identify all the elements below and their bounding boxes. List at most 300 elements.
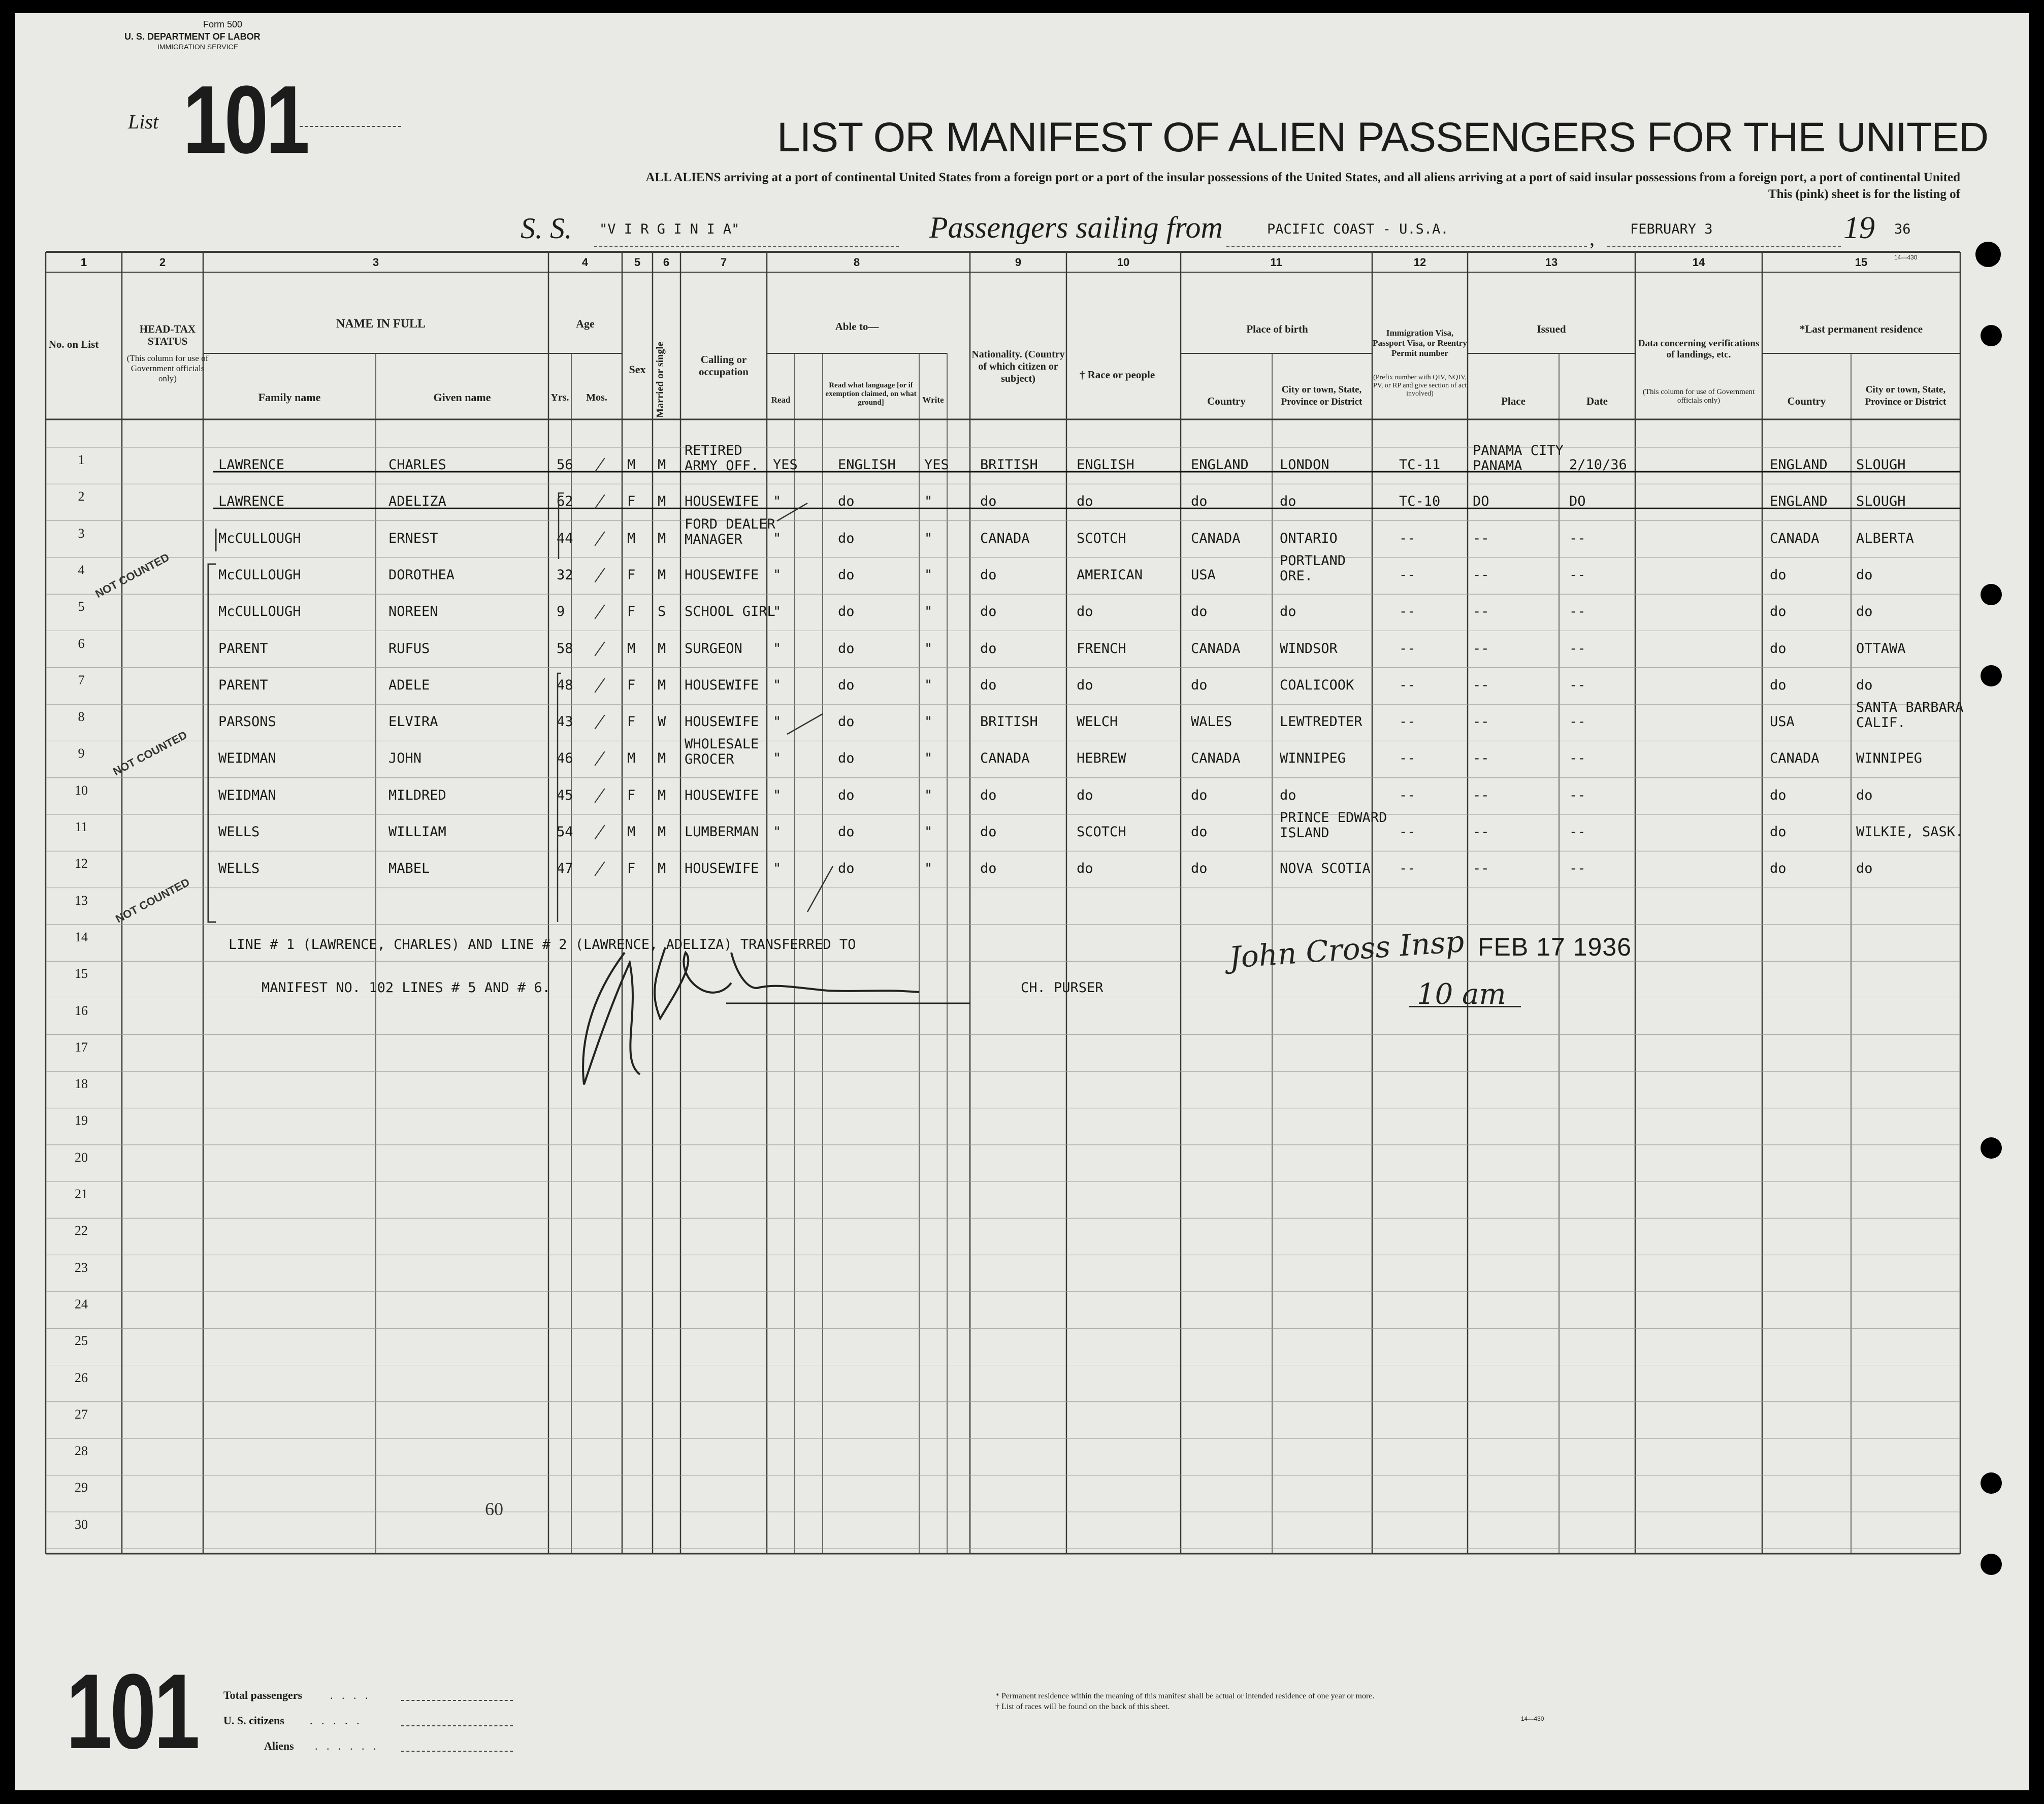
given-name-cell: DOROTHEA <box>388 567 455 583</box>
race-cell: do <box>1077 494 1093 510</box>
residence-city-cell: WILKIE, SASK. <box>1856 824 1964 840</box>
can-write-cell: YES <box>924 457 949 473</box>
birth-city-cell: PORTLAND ORE. <box>1280 552 1346 584</box>
issued-place-cell: -- <box>1473 861 1489 877</box>
can-write-cell: " <box>924 677 933 693</box>
row-number: 9 <box>78 746 85 761</box>
header-data-note: (This column for use of Government officials only) <box>1642 388 1755 405</box>
can-read-cell: " <box>773 824 782 840</box>
sex-cell: F <box>627 494 636 510</box>
can-read-cell: " <box>773 640 782 657</box>
can-read-cell: " <box>773 714 782 730</box>
row-number: 7 <box>78 672 85 687</box>
family-name-cell: WELLS <box>218 861 260 877</box>
sex-cell: M <box>627 750 636 767</box>
issued-place-cell: -- <box>1473 530 1489 546</box>
can-read-cell: " <box>773 750 782 767</box>
family-name-cell: PARENT <box>218 677 268 693</box>
visa-number-cell: -- <box>1399 824 1416 840</box>
can-write-cell: " <box>924 861 933 877</box>
row-number: 4 <box>78 562 85 577</box>
issued-date-cell: -- <box>1569 567 1586 583</box>
birth-city-cell: do <box>1280 604 1296 620</box>
header-write: Write <box>922 395 944 405</box>
column-number: 8 <box>853 256 860 269</box>
footer-us-citizens: U. S. citizens <box>223 1714 284 1727</box>
residence-country-cell: CANADA <box>1770 750 1820 767</box>
visa-number-cell: -- <box>1399 861 1416 877</box>
punch-hole <box>1981 584 2002 605</box>
sex-cell: F <box>627 604 636 620</box>
birth-country-cell: CANADA <box>1191 750 1241 767</box>
can-write-cell: " <box>924 494 933 510</box>
residence-city-cell: do <box>1856 677 1873 693</box>
row-number: 17 <box>75 1039 88 1055</box>
occupation-cell: SCHOOL GIRL <box>685 604 775 620</box>
read-language-cell: do <box>838 714 855 730</box>
department-name: U. S. DEPARTMENT OF LABOR <box>124 31 261 42</box>
can-read-cell: " <box>773 604 782 620</box>
race-cell: FRENCH <box>1077 640 1126 657</box>
sex-cell: F <box>627 677 636 693</box>
given-name-cell: MABEL <box>388 861 430 877</box>
can-read-cell: " <box>773 677 782 693</box>
header-head-tax: HEAD-TAX STATUS <box>139 323 196 347</box>
issued-date-cell: -- <box>1569 640 1586 657</box>
row-number: 28 <box>75 1444 88 1459</box>
race-cell: do <box>1077 787 1093 803</box>
occupation-cell: LUMBERMAN <box>685 824 759 840</box>
residence-country-cell: do <box>1770 861 1787 877</box>
header-visa: Immigration Visa, Passport Visa, or Reentry Permit number <box>1373 328 1467 358</box>
header-married: Married or single <box>655 342 666 418</box>
print-code: 14—430 <box>1894 254 1918 261</box>
column-number: 14 <box>1692 256 1705 269</box>
footer-aliens: Aliens <box>264 1740 294 1752</box>
occupation-cell: HOUSEWIFE <box>685 787 759 803</box>
read-language-cell: ENGLISH <box>838 457 896 473</box>
issued-date-cell: -- <box>1569 824 1586 840</box>
given-name-cell: CHARLES <box>388 457 446 473</box>
sex-cell: F <box>627 567 636 583</box>
birth-country-cell: CANADA <box>1191 530 1241 546</box>
header-place-of-birth: Place of birth <box>1246 323 1308 335</box>
race-cell: do <box>1077 861 1093 877</box>
sex-cell: F <box>627 861 636 877</box>
nationality-cell: do <box>980 677 997 693</box>
occupation-cell: SURGEON <box>685 640 742 657</box>
can-write-cell: " <box>924 530 933 546</box>
age-years-cell: 45 <box>557 787 573 803</box>
transfer-note-line2: MANIFEST NO. 102 LINES # 5 AND # 6. <box>262 980 550 996</box>
header-res-country: Country <box>1787 395 1826 407</box>
family-name-cell: WELLS <box>218 824 260 840</box>
occupation-cell: FORD DEALER MANAGER <box>685 516 775 547</box>
row-number: 21 <box>75 1187 88 1201</box>
family-name-cell: McCULLOUGH <box>218 604 301 620</box>
visa-number-cell: -- <box>1399 604 1416 620</box>
residence-country-cell: do <box>1770 604 1787 620</box>
race-cell: WELCH <box>1077 714 1118 730</box>
header-able-to: Able to— <box>835 320 879 333</box>
occupation-cell: WHOLESALE GROCER <box>685 736 759 768</box>
time-note: 10 am <box>1417 978 1506 1011</box>
time-underline <box>1409 1006 1521 1007</box>
footer-code: 14—430 <box>1521 1715 1544 1722</box>
sex-cell: M <box>627 457 636 473</box>
residence-country-cell: do <box>1770 640 1787 657</box>
year-prefix: 19 <box>1843 211 1875 245</box>
birth-city-cell: PRINCE EDWARD ISLAND <box>1280 810 1387 841</box>
marital-status-cell: M <box>658 824 666 840</box>
given-name-cell: ADELE <box>388 677 430 693</box>
race-cell: AMERICAN <box>1077 567 1143 583</box>
header-family-name: Family name <box>258 391 321 404</box>
residence-country-cell: do <box>1770 824 1787 840</box>
read-language-cell: do <box>838 494 855 510</box>
race-cell: ENGLISH <box>1077 457 1134 473</box>
read-language-cell: do <box>838 677 855 693</box>
family-name-cell: WEIDMAN <box>218 787 276 803</box>
column-number: 7 <box>720 256 727 269</box>
manifest-subtitle-2: This (pink) sheet is for the listing of <box>1768 187 1960 201</box>
birth-city-cell: WINNIPEG <box>1280 750 1346 767</box>
can-read-cell: " <box>773 530 782 546</box>
manifest-title: LIST OR MANIFEST OF ALIEN PASSENGERS FOR THE UNITED <box>777 114 1989 160</box>
nationality-cell: BRITISH <box>980 457 1038 473</box>
header-calling: Calling or occupation <box>698 353 749 378</box>
footer-note-1: * Permanent residence within the meaning of this manifest shall be actual or intended residence of one year or more. <box>995 1692 1375 1700</box>
bracket-marks <box>15 13 2029 1790</box>
row-number: 15 <box>75 966 88 981</box>
can-write-cell: " <box>924 640 933 657</box>
residence-country-cell: CANADA <box>1770 530 1820 546</box>
residence-city-cell: do <box>1856 861 1873 877</box>
residence-country-cell: do <box>1770 677 1787 693</box>
row-number: 30 <box>75 1517 88 1532</box>
header-res-city: City or town, State, Province or District <box>1865 384 1946 407</box>
column-number: 15 <box>1855 256 1868 269</box>
residence-country-cell: do <box>1770 567 1787 583</box>
given-name-cell: JOHN <box>388 750 422 767</box>
marital-status-cell: M <box>658 530 666 546</box>
nationality-cell: do <box>980 604 997 620</box>
visa-number-cell: -- <box>1399 530 1416 546</box>
row-number: 11 <box>75 819 88 834</box>
family-name-cell: McCULLOUGH <box>218 530 301 546</box>
sailing-date: FEBRUARY 3 <box>1630 221 1713 237</box>
residence-city-cell: do <box>1856 567 1873 583</box>
issued-place-cell: -- <box>1473 787 1489 803</box>
header-issued: Issued <box>1537 323 1566 335</box>
race-cell: SCOTCH <box>1077 530 1126 546</box>
given-name-cell: ELVIRA <box>388 714 438 730</box>
residence-country-cell: USA <box>1770 714 1795 730</box>
nationality-cell: CANADA <box>980 530 1030 546</box>
age-years-cell: 58 <box>557 640 573 657</box>
column-number: 11 <box>1270 256 1282 269</box>
issued-date-cell: -- <box>1569 677 1586 693</box>
birth-country-cell: CANADA <box>1191 640 1241 657</box>
sex-cell: M <box>627 824 636 840</box>
visa-number-cell: TC-10 <box>1399 494 1441 510</box>
sex-cell: F <box>627 714 636 730</box>
birth-country-cell: ENGLAND <box>1191 457 1249 473</box>
punch-hole <box>1981 325 2002 346</box>
age-years-cell: 47 <box>557 861 573 877</box>
sailing-from: PACIFIC COAST - U.S.A. <box>1267 221 1449 237</box>
form-number: Form 500 <box>203 19 243 29</box>
header-no-on-list: No. on List <box>48 338 99 350</box>
inspector-signature: John Cross Insp <box>1228 924 1466 975</box>
residence-city-cell: OTTAWA <box>1856 640 1906 657</box>
can-write-cell: " <box>924 714 933 730</box>
not-counted-stamp-2: NOT COUNTED <box>111 728 189 778</box>
header-issued-date: Date <box>1586 395 1608 407</box>
residence-city-cell: ALBERTA <box>1856 530 1914 546</box>
row-number: 22 <box>75 1223 88 1238</box>
family-name-cell: PARENT <box>218 640 268 657</box>
issued-place-cell: -- <box>1473 604 1489 620</box>
occupation-cell: HOUSEWIFE <box>685 714 759 730</box>
nationality-cell: do <box>980 640 997 657</box>
marital-status-cell: M <box>658 861 666 877</box>
birth-country-cell: USA <box>1191 567 1216 583</box>
header-mos: Mos. <box>586 392 607 403</box>
marital-status-cell: M <box>658 750 666 767</box>
birth-country-cell: do <box>1191 494 1208 510</box>
issued-date-cell: 2/10/36 <box>1569 457 1627 473</box>
family-name-cell: LAWRENCE <box>218 494 285 510</box>
header-read: Read <box>771 395 791 405</box>
birth-country-cell: do <box>1191 604 1208 620</box>
can-write-cell: " <box>924 567 933 583</box>
visa-number-cell: -- <box>1399 567 1416 583</box>
row-number: 25 <box>75 1333 88 1349</box>
column-number: 5 <box>634 256 641 269</box>
footer-total-passengers: Total passengers <box>223 1689 303 1701</box>
header-issued-place: Place <box>1501 395 1526 407</box>
manifest-subtitle-1: ALL ALIENS arriving at a port of continental United States from a foreign port or a port of the insular possessions of the United States, and all aliens arriving at a port of said insular possessions from a foreign port, a port of continental United <box>645 171 1960 184</box>
marital-status-cell: W <box>658 714 666 730</box>
column-number: 3 <box>372 256 379 269</box>
visa-number-cell: -- <box>1399 677 1416 693</box>
residence-city-cell: SANTA BARBARA CALIF. <box>1856 700 1964 731</box>
given-name-cell: ADELIZA <box>388 494 446 510</box>
marital-status-cell: M <box>658 677 666 693</box>
birth-city-cell: LEWTREDTER <box>1280 714 1362 730</box>
column-number: 10 <box>1117 256 1130 269</box>
visa-number-cell: -- <box>1399 640 1416 657</box>
row-number: 1 <box>78 452 85 467</box>
residence-country-cell: ENGLAND <box>1770 494 1828 510</box>
read-language-cell: do <box>838 787 855 803</box>
header-data-concerning: Data concerning verifications of landings, etc. <box>1638 338 1760 360</box>
read-language-cell: do <box>838 824 855 840</box>
occupation-cell: HOUSEWIFE <box>685 677 759 693</box>
family-name-cell: McCULLOUGH <box>218 567 301 583</box>
family-name-cell: WEIDMAN <box>218 750 276 767</box>
row-number: 19 <box>75 1113 88 1128</box>
issued-place-cell: -- <box>1473 677 1489 693</box>
punch-hole <box>1981 1554 2002 1575</box>
nationality-cell: do <box>980 494 997 510</box>
header-name-in-full: NAME IN FULL <box>336 317 426 331</box>
column-number: 12 <box>1413 256 1426 269</box>
race-cell: HEBREW <box>1077 750 1126 767</box>
row-number: 24 <box>75 1296 88 1311</box>
sex-cell: F <box>627 787 636 803</box>
issued-date-cell: -- <box>1569 530 1586 546</box>
visa-number-cell: -- <box>1399 750 1416 767</box>
ss-label: S. S. <box>521 212 572 245</box>
punch-hole <box>1981 1472 2002 1494</box>
row-number: 8 <box>78 709 85 725</box>
issued-date-cell: -- <box>1569 787 1586 803</box>
row-number: 20 <box>75 1150 88 1165</box>
birth-city-cell: do <box>1280 494 1296 510</box>
purser-label: CH. PURSER <box>1021 980 1104 996</box>
issued-date-cell: DO <box>1569 494 1586 510</box>
residence-city-cell: do <box>1856 604 1873 620</box>
header-given-name: Given name <box>433 391 491 404</box>
given-name-cell: ERNEST <box>388 530 438 546</box>
punch-hole <box>1975 242 2001 267</box>
residence-country-cell: ENGLAND <box>1770 457 1828 473</box>
race-cell: SCOTCH <box>1077 824 1126 840</box>
row-number: 13 <box>75 893 88 908</box>
page-number: 60 <box>485 1499 503 1519</box>
residence-city-cell: do <box>1856 787 1873 803</box>
header-read-language: Read what language [or if exemption claimed, on what ground] <box>825 381 917 407</box>
marital-status-cell: M <box>658 494 666 510</box>
not-counted-stamp-1: NOT COUNTED <box>93 550 172 601</box>
row-number: 16 <box>75 1003 88 1018</box>
age-years-cell: 54 <box>557 824 573 840</box>
manifest-sheet: Form 500 U. S. DEPARTMENT OF LABOR IMMIGRATION SERVICE List 101 LIST OR MANIFEST OF ALIEN PASSENGERS FOR THE UNITED ALL ALIENS arriving at a port of continental United States from a foreign port or a port of the insular possessions of the United States, and all aliens arriving at a port of said insular possessions from a foreign port, a port of continental United This (pink) sheet is for the listing of S. S. "V I R G I N I A" Passengers sailing from PACIFIC COAST - U.S.A. , FEBRUARY 3 19 36 14—430 1 2 3 4 5 6 7 8 9 10 11 12 13 14 15 No. on List HEAD-TAX STATUS (This column for use of Government officials only) NAME IN FULL Family name Given name Age Yrs. Mos. Sex Married or single Calling or occupation Able to— Read Read what language [or if exemption claimed, on what ground] Write Nationality. (Country of which citizen or subject) † Race or people Place of birth Country City or town, State, Province or District Immigration Visa, Passport Visa, or Reentry Permit number (Prefix number with QIV, NQIV, PV, or RP and give section of act involved) Issued Place Date Data concerning verifications of landings, etc. (This column for use of Government officials only) *Last permanent residence Country City or town, State, Province or District 1 2 3 4 5 6 7 8 9 10 11 12 13 14 15 16 17 18 19 20 21 22 23 24 25 26 27 28 29 30 LAWRENCE CHARLES 56 M M RETIRED ARMY OFF. YES ENGLISH YES BRITISH ENGLISH ENGLAND LONDON TC-11 PANAMA CITY PANAMA 2/10/36 ENGLAND SLOUGH LAWRENCE ADELIZA 62 F M HOUSEWIFE " do " do do do do TC-10 DO DO ENGLAND SLOUGH McCULLOUGH ERNEST 44 M M FORD DEALER MANAGER " do " CANADA SCOTCH CANADA ONTARIO -- -- -- CANADA ALBERTA McCULLOUGH DOROTHEA 32 F M HOUSEWIFE " do " do AMERICAN USA PORTLAND ORE. -- -- -- do do McCULLOUGH NOREEN 9 F S SCHOOL GIRL " do " do do do do -- -- -- do do PARENT RUFUS 58 M M SURGEON " do " do FRENCH CANADA WINDSOR -- -- -- do OTTAWA PARENT ADELE 48 F M HOUSEWIFE " do " do do do COALICOOK -- -- -- do do PARSONS ELVIRA 43 F W HOUSEWIFE " do " BRITISH WELCH WALES LEWTREDTER -- -- -- USA SANTA BARBARA CALIF. WEIDMAN JOHN 46 M M WHOLESALE GROCER " do " CANADA HEBREW CANADA WINNIPEG -- -- -- CANADA WINNIPEG WEIDMAN MILDRED 45 F M HOUSEWIFE " do " do do do do -- -- -- do do WELLS WILLIAM 54 M M LUMBERMAN " do " do SCOTCH do PRINCE EDWARD ISLAND -- -- -- do WILKIE, SASK. WELLS MABEL 47 F M HOUSEWIFE " do " do do do NOVA SCOTIA -- -- -- do do NOT COUNTED NOT COUNTED NOT COUNTED LINE # 1 (LAWRENCE, CHARLES) AND LINE # 2 (LAWRENCE, ADELIZA) TRANSFERRED TO MANIFEST NO. 102 LINES # 5 AND # 6. CH. PURSER John Cross Insp FEB 17 1936 10 am 60 101 Total passengers . . . . U. S. citizens . . . . . Aliens . . . . . . * Permanent residence within the meaning of this manifest shall be actual or intended residence of one year or more. † List of races will be found on the back of this sheet. 14—430 <box>15 13 2029 1790</box>
birth-country-cell: do <box>1191 861 1208 877</box>
age-years-cell: 9 <box>557 604 565 620</box>
residence-city-cell: SLOUGH <box>1856 494 1906 510</box>
occupation-cell: RETIRED ARMY OFF. <box>685 443 759 474</box>
birth-country-cell: do <box>1191 824 1208 840</box>
column-number: 1 <box>80 256 87 269</box>
nationality-cell: do <box>980 861 997 877</box>
age-years-cell: 56 <box>557 457 573 473</box>
read-language-cell: do <box>838 861 855 877</box>
age-years-cell: 43 <box>557 714 573 730</box>
age-years-cell: 46 <box>557 750 573 767</box>
footer-list-number: 101 <box>66 1652 198 1771</box>
row-number: 26 <box>75 1370 88 1385</box>
birth-country-cell: WALES <box>1191 714 1232 730</box>
sex-cell: M <box>627 530 636 546</box>
can-read-cell: " <box>773 861 782 877</box>
issued-place-cell: -- <box>1473 824 1489 840</box>
read-language-cell: do <box>838 604 855 620</box>
sailing-label: Passengers sailing from <box>929 211 1223 244</box>
ship-name: "V I R G I N I A" <box>599 221 740 237</box>
issued-place-cell: PANAMA CITY PANAMA <box>1473 443 1564 474</box>
header-sex: Sex <box>629 363 646 376</box>
header-head-tax-note: (This column for use of Government officials only) <box>126 353 209 383</box>
read-language-cell: do <box>838 750 855 767</box>
birth-city-cell: NOVA SCOTIA <box>1280 861 1371 877</box>
issued-place-cell: -- <box>1473 567 1489 583</box>
punch-hole <box>1981 665 2002 686</box>
occupation-cell: HOUSEWIFE <box>685 494 759 510</box>
birth-city-cell: do <box>1280 787 1296 803</box>
family-name-cell: LAWRENCE <box>218 457 285 473</box>
row-number: 10 <box>75 782 88 798</box>
age-years-cell: 44 <box>557 530 573 546</box>
occupation-cell: HOUSEWIFE <box>685 861 759 877</box>
birth-country-cell: do <box>1191 787 1208 803</box>
nationality-cell: do <box>980 787 997 803</box>
row-number: 6 <box>78 636 85 651</box>
birth-country-cell: do <box>1191 677 1208 693</box>
residence-city-cell: WINNIPEG <box>1856 750 1923 767</box>
marital-status-cell: M <box>658 457 666 473</box>
issued-date-cell: -- <box>1569 604 1586 620</box>
issued-place-cell: -- <box>1473 750 1489 767</box>
can-read-cell: " <box>773 787 782 803</box>
row-number: 23 <box>75 1260 88 1275</box>
read-language-cell: do <box>838 640 855 657</box>
row-number: 12 <box>75 856 88 871</box>
column-number: 9 <box>1015 256 1022 269</box>
issued-place-cell: -- <box>1473 714 1489 730</box>
can-read-cell: YES <box>773 457 798 473</box>
age-years-cell: 32 <box>557 567 573 583</box>
issued-date-cell: -- <box>1569 750 1586 767</box>
nationality-cell: BRITISH <box>980 714 1038 730</box>
can-write-cell: " <box>924 750 933 767</box>
header-birth-city: City or town, State, Province or District <box>1281 384 1362 407</box>
given-name-cell: WILLIAM <box>388 824 446 840</box>
can-write-cell: " <box>924 787 933 803</box>
birth-city-cell: WINDSOR <box>1280 640 1338 657</box>
read-language-cell: do <box>838 567 855 583</box>
birth-city-cell: LONDON <box>1280 457 1329 473</box>
visa-number-cell: TC-11 <box>1399 457 1441 473</box>
row-number: 3 <box>78 526 85 541</box>
residence-country-cell: do <box>1770 787 1787 803</box>
nationality-cell: do <box>980 824 997 840</box>
marital-status-cell: M <box>658 787 666 803</box>
year-suffix: 36 <box>1894 221 1911 237</box>
header-visa-note: (Prefix number with QIV, NQIV, PV, or RP and give section of act involved) <box>1373 374 1467 398</box>
issued-date-cell: -- <box>1569 861 1586 877</box>
age-years-cell: 62 <box>557 494 573 510</box>
occupation-cell: HOUSEWIFE <box>685 567 759 583</box>
row-number: 27 <box>75 1406 88 1422</box>
row-number: 14 <box>75 929 88 944</box>
can-write-cell: " <box>924 604 933 620</box>
column-number: 6 <box>663 256 670 269</box>
header-nationality: Nationality. (Country of which citizen or subject) <box>971 349 1065 384</box>
age-years-cell: 48 <box>557 677 573 693</box>
marital-status-cell: M <box>658 567 666 583</box>
date-stamp: FEB 17 1936 <box>1478 933 1632 961</box>
row-number: 18 <box>75 1076 88 1092</box>
column-number: 2 <box>159 256 166 269</box>
given-name-cell: NOREEN <box>388 604 438 620</box>
header-birth-country: Country <box>1207 395 1246 407</box>
sex-cell: M <box>627 640 636 657</box>
visa-number-cell: -- <box>1399 714 1416 730</box>
purser-signature <box>564 932 990 1100</box>
